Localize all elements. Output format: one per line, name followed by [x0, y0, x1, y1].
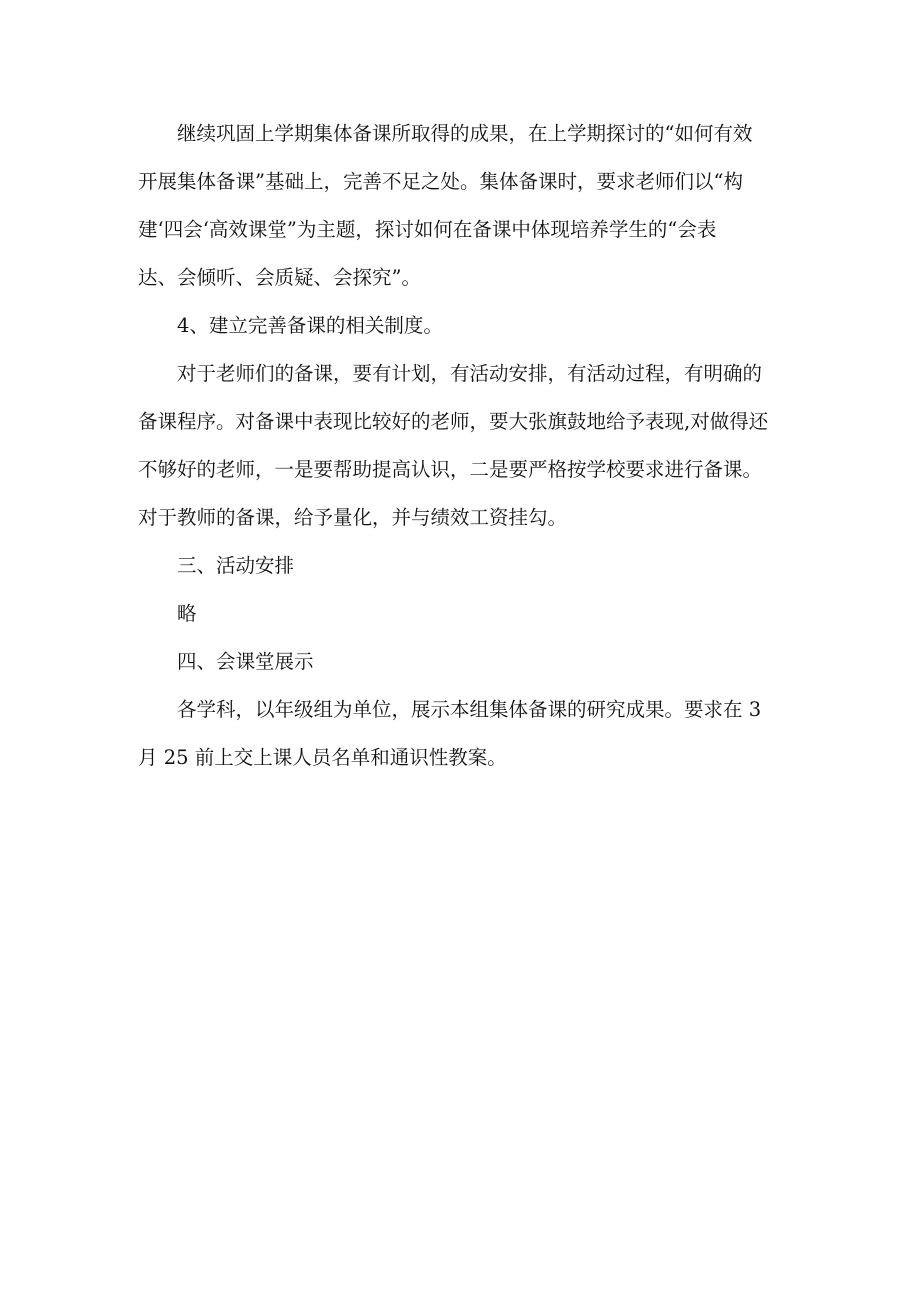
text-line: 不够好的老师，一是要帮助提高认识，二是要严格按学校要求进行备课。: [138, 458, 763, 481]
text-line: 建‘四会‘高效课堂”为主题，探讨如何在备课中体现培养学生的“会表: [138, 218, 717, 241]
text-line: 对于老师们的备课，要有计划，有活动安排，有活动过程，有明确的: [177, 362, 763, 385]
heading-text: 三、活动安排: [177, 554, 295, 577]
text-line: 月 25 前上交上课人员名单和通识性教案。: [138, 746, 507, 769]
paragraph-omitted: [138, 590, 788, 638]
heading-text: 四、会课堂展示: [177, 650, 314, 673]
text-line: 对于教师的备课，给予量化，并与绩效工资挂勾。: [138, 506, 568, 529]
text-line: 备课程序。对备课中表现比较好的老师，要大张旗鼓地给予表现,对做得还: [138, 410, 769, 433]
text-line: 略: [177, 602, 197, 625]
text-line: 开展集体备课”基础上，完善不足之处。集体备课时，要求老师们以“构: [138, 170, 743, 193]
text-line: 各学科，以年级组为单位，展示本组集体备课的研究成果。要求在 3: [177, 698, 762, 721]
section-heading-activities: [138, 542, 788, 590]
paragraph-achievements: [138, 110, 788, 302]
section-heading-showcase: [138, 638, 788, 686]
paragraph-requirements: [138, 350, 788, 542]
text-line: 达、会倾听、会质疑、会探究”。: [138, 266, 421, 289]
document-body: [138, 110, 788, 782]
section-heading-system: [138, 302, 788, 350]
heading-text: 4、建立完善备课的相关制度。: [177, 314, 443, 337]
text-line: 继续巩固上学期集体备课所取得的成果，在上学期探讨的“如何有效: [177, 122, 753, 145]
paragraph-showcase: [138, 686, 788, 782]
